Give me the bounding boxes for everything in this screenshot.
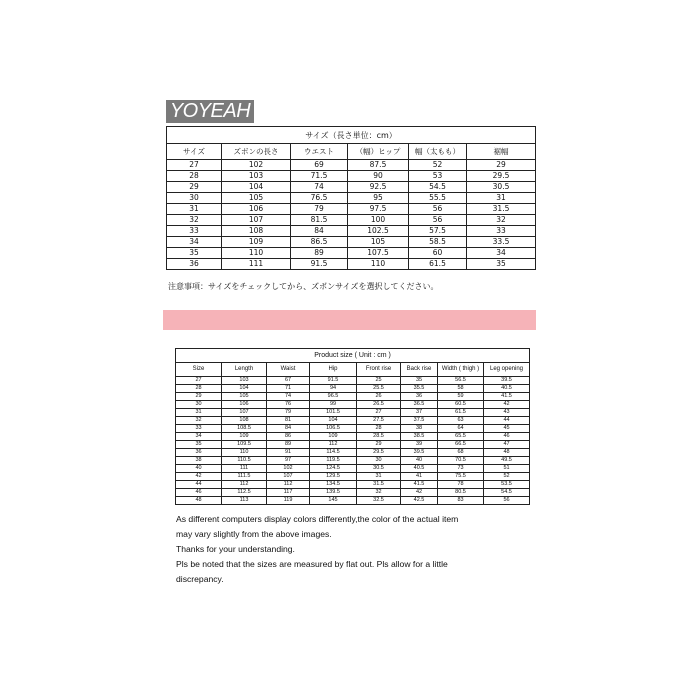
table-cell: 95	[348, 193, 409, 204]
pink-divider-bar	[163, 310, 536, 330]
table-cell: 28	[167, 171, 222, 182]
en-table-title: Product size ( Unit : cm )	[176, 349, 530, 363]
table-cell: 107	[222, 215, 291, 226]
table-cell: 44	[176, 481, 222, 489]
table-cell: 91.5	[310, 377, 357, 385]
table-cell: 74	[291, 182, 348, 193]
table-cell: 134.5	[310, 481, 357, 489]
table-cell: 47	[484, 441, 530, 449]
en-size-table	[175, 348, 530, 505]
table-cell: 27	[167, 160, 222, 171]
table-cell: 39.5	[484, 377, 530, 385]
table-cell: 124.5	[310, 465, 357, 473]
table-cell: 32	[467, 215, 536, 226]
table-cell: 112	[222, 481, 267, 489]
table-cell: 113	[222, 497, 267, 505]
table-row	[167, 160, 536, 171]
table-cell: 30	[176, 401, 222, 409]
table-cell: 87.5	[348, 160, 409, 171]
table-cell: 30	[167, 193, 222, 204]
table-cell: 32	[167, 215, 222, 226]
table-cell: 40	[176, 465, 222, 473]
table-cell: 28	[176, 385, 222, 393]
table-cell: 56	[409, 215, 467, 226]
table-cell: 104	[222, 182, 291, 193]
table-cell: 40.5	[401, 465, 438, 473]
table-cell: 76.5	[291, 193, 348, 204]
table-cell: 74	[267, 393, 310, 401]
table-cell: 79	[291, 204, 348, 215]
table-cell: 37.5	[401, 417, 438, 425]
table-cell: 78	[438, 481, 484, 489]
table-cell: 57.5	[409, 226, 467, 237]
note-line: may vary slightly from the above images.	[176, 529, 332, 539]
table-cell: 106.5	[310, 425, 357, 433]
table-cell: 42	[401, 489, 438, 497]
table-cell: 76	[267, 401, 310, 409]
table-cell: 31	[467, 193, 536, 204]
table-cell: 30.5	[467, 182, 536, 193]
table-cell: 71	[267, 385, 310, 393]
table-row	[167, 226, 536, 237]
table-cell: 56	[484, 497, 530, 505]
table-cell: 38	[176, 457, 222, 465]
table-cell: 46	[176, 489, 222, 497]
table-cell: 103	[222, 171, 291, 182]
table-cell: 26	[357, 393, 401, 401]
table-cell: 42.5	[401, 497, 438, 505]
table-header-row	[167, 144, 536, 160]
table-row	[176, 385, 530, 393]
table-cell: 39.5	[401, 449, 438, 457]
table-cell: 97	[267, 457, 310, 465]
table-cell: 34	[467, 248, 536, 259]
table-cell: 58	[438, 385, 484, 393]
table-cell: 31	[176, 409, 222, 417]
table-cell: 109	[310, 433, 357, 441]
table-cell: 64	[438, 425, 484, 433]
table-cell: 29	[176, 393, 222, 401]
table-cell: 28	[357, 425, 401, 433]
table-cell: 110	[222, 248, 291, 259]
table-cell: 59	[438, 393, 484, 401]
table-cell: 54.5	[484, 489, 530, 497]
table-cell: 44	[484, 417, 530, 425]
table-cell: 105	[222, 393, 267, 401]
table-cell: 29.5	[357, 449, 401, 457]
table-row	[167, 259, 536, 270]
table-cell: 52	[484, 473, 530, 481]
table-row	[167, 182, 536, 193]
column-header: ズボンの長さ	[222, 144, 291, 160]
table-cell: 33	[176, 425, 222, 433]
table-cell: 90	[348, 171, 409, 182]
table-cell: 81	[267, 417, 310, 425]
table-cell: 56.5	[438, 377, 484, 385]
table-cell: 112.5	[222, 489, 267, 497]
table-cell: 105	[348, 237, 409, 248]
table-cell: 36	[167, 259, 222, 270]
table-cell: 58.5	[409, 237, 467, 248]
table-cell: 60	[409, 248, 467, 259]
table-cell: 60.5	[438, 401, 484, 409]
table-cell: 104	[310, 417, 357, 425]
table-cell: 53	[409, 171, 467, 182]
column-header: Length	[222, 363, 267, 377]
table-cell: 27	[357, 409, 401, 417]
column-header: Waist	[267, 363, 310, 377]
jp-table-title: サイズ（長さ単位：cm）	[167, 127, 536, 144]
table-cell: 86	[267, 433, 310, 441]
table-cell: 34	[176, 433, 222, 441]
table-cell: 53.5	[484, 481, 530, 489]
table-cell: 75.5	[438, 473, 484, 481]
column-header: Width ( thigh )	[438, 363, 484, 377]
table-cell: 99	[310, 401, 357, 409]
table-row	[176, 449, 530, 457]
table-cell: 119	[267, 497, 310, 505]
table-cell: 67	[267, 377, 310, 385]
table-cell: 145	[310, 497, 357, 505]
table-cell: 73	[438, 465, 484, 473]
table-cell: 61.5	[438, 409, 484, 417]
column-header: Leg opening	[484, 363, 530, 377]
note-line: discrepancy.	[176, 574, 224, 584]
table-cell: 35	[467, 259, 536, 270]
table-row	[167, 237, 536, 248]
table-cell: 79	[267, 409, 310, 417]
table-cell: 111.5	[222, 473, 267, 481]
table-cell: 45	[484, 425, 530, 433]
table-cell: 106	[222, 204, 291, 215]
table-row	[167, 204, 536, 215]
table-cell: 83	[438, 497, 484, 505]
table-cell: 33	[167, 226, 222, 237]
table-cell: 112	[310, 441, 357, 449]
table-cell: 36.5	[401, 401, 438, 409]
table-cell: 112	[267, 481, 310, 489]
table-cell: 106	[222, 401, 267, 409]
table-cell: 89	[267, 441, 310, 449]
table-row	[167, 171, 536, 182]
table-cell: 31.5	[467, 204, 536, 215]
table-cell: 68	[438, 449, 484, 457]
jp-size-table	[166, 126, 536, 270]
column-header: Back rise	[401, 363, 438, 377]
table-cell: 103	[222, 377, 267, 385]
table-row	[176, 393, 530, 401]
table-cell: 35.5	[401, 385, 438, 393]
table-cell: 29	[167, 182, 222, 193]
table-cell: 89	[291, 248, 348, 259]
table-cell: 69	[291, 160, 348, 171]
table-cell: 31.5	[357, 481, 401, 489]
table-cell: 32	[357, 489, 401, 497]
table-cell: 91.5	[291, 259, 348, 270]
table-cell: 40.5	[484, 385, 530, 393]
table-cell: 39	[401, 441, 438, 449]
note-line: Pls be noted that the sizes are measured by flat out. Pls allow for a little	[176, 559, 448, 569]
table-cell: 81.5	[291, 215, 348, 226]
table-cell: 41.5	[401, 481, 438, 489]
table-cell: 84	[291, 226, 348, 237]
table-cell: 129.5	[310, 473, 357, 481]
table-cell: 107	[267, 473, 310, 481]
table-cell: 27.5	[357, 417, 401, 425]
table-cell: 111	[222, 259, 291, 270]
table-cell: 107	[222, 409, 267, 417]
table-cell: 37	[401, 409, 438, 417]
table-row	[176, 425, 530, 433]
table-cell: 139.5	[310, 489, 357, 497]
table-cell: 49.5	[484, 457, 530, 465]
table-row	[176, 409, 530, 417]
table-cell: 35	[401, 377, 438, 385]
table-cell: 31	[167, 204, 222, 215]
column-header: 裾幅	[467, 144, 536, 160]
jp-note: 注意事項：サイズをチェックしてから、ズボンサイズを選択してください。	[168, 282, 439, 291]
table-cell: 28.5	[357, 433, 401, 441]
notes-block	[176, 512, 506, 587]
table-row	[176, 433, 530, 441]
table-cell: 110	[222, 449, 267, 457]
table-cell: 36	[401, 393, 438, 401]
table-cell: 102	[222, 160, 291, 171]
table-cell: 25	[357, 377, 401, 385]
table-row	[176, 417, 530, 425]
table-cell: 40	[401, 457, 438, 465]
table-cell: 38.5	[401, 433, 438, 441]
table-cell: 105	[222, 193, 291, 204]
table-cell: 97.5	[348, 204, 409, 215]
table-cell: 29	[357, 441, 401, 449]
note-line: Thanks for your understanding.	[176, 544, 295, 554]
table-row	[176, 489, 530, 497]
table-cell: 100	[348, 215, 409, 226]
table-cell: 36	[176, 449, 222, 457]
table-cell: 117	[267, 489, 310, 497]
table-cell: 70.5	[438, 457, 484, 465]
brand-logo: YOYEAH	[166, 100, 254, 123]
table-cell: 48	[176, 497, 222, 505]
table-cell: 109.5	[222, 441, 267, 449]
table-cell: 108	[222, 226, 291, 237]
table-cell: 111	[222, 465, 267, 473]
table-cell: 30	[357, 457, 401, 465]
table-row	[167, 193, 536, 204]
table-cell: 96.5	[310, 393, 357, 401]
note-line: As different computers display colors differently,the color of the actual item	[176, 514, 459, 524]
table-cell: 66.5	[438, 441, 484, 449]
table-cell: 35	[167, 248, 222, 259]
table-row	[176, 497, 530, 505]
table-row	[176, 377, 530, 385]
table-cell: 32.5	[357, 497, 401, 505]
table-cell: 110.5	[222, 457, 267, 465]
table-row	[176, 441, 530, 449]
column-header: 幅（太もも）	[409, 144, 467, 160]
table-cell: 56	[409, 204, 467, 215]
table-cell: 26.5	[357, 401, 401, 409]
table-cell: 34	[167, 237, 222, 248]
table-cell: 30.5	[357, 465, 401, 473]
table-cell: 65.5	[438, 433, 484, 441]
column-header: （幅）ヒップ	[348, 144, 409, 160]
table-cell: 42	[176, 473, 222, 481]
table-cell: 38	[401, 425, 438, 433]
table-cell: 110	[348, 259, 409, 270]
table-cell: 80.5	[438, 489, 484, 497]
table-cell: 92.5	[348, 182, 409, 193]
table-cell: 41	[401, 473, 438, 481]
column-header: Size	[176, 363, 222, 377]
column-header: Front rise	[357, 363, 401, 377]
table-cell: 51	[484, 465, 530, 473]
table-cell: 84	[267, 425, 310, 433]
table-cell: 52	[409, 160, 467, 171]
table-cell: 54.5	[409, 182, 467, 193]
table-cell: 114.5	[310, 449, 357, 457]
table-cell: 102.5	[348, 226, 409, 237]
table-cell: 104	[222, 385, 267, 393]
table-cell: 108.5	[222, 425, 267, 433]
table-cell: 109	[222, 433, 267, 441]
column-header: Hip	[310, 363, 357, 377]
table-cell: 109	[222, 237, 291, 248]
table-cell: 55.5	[409, 193, 467, 204]
table-row	[167, 215, 536, 226]
table-cell: 94	[310, 385, 357, 393]
table-cell: 29	[467, 160, 536, 171]
table-cell: 42	[484, 401, 530, 409]
table-cell: 33.5	[467, 237, 536, 248]
table-cell: 35	[176, 441, 222, 449]
table-cell: 108	[222, 417, 267, 425]
table-cell: 102	[267, 465, 310, 473]
table-cell: 86.5	[291, 237, 348, 248]
table-header-row	[176, 363, 530, 377]
table-cell: 27	[176, 377, 222, 385]
table-row	[167, 248, 536, 259]
table-cell: 61.5	[409, 259, 467, 270]
table-cell: 63	[438, 417, 484, 425]
table-cell: 33	[467, 226, 536, 237]
table-row	[176, 473, 530, 481]
column-header: ウエスト	[291, 144, 348, 160]
table-cell: 119.5	[310, 457, 357, 465]
table-cell: 46	[484, 433, 530, 441]
table-row	[176, 465, 530, 473]
table-row	[176, 481, 530, 489]
table-row	[176, 457, 530, 465]
table-cell: 43	[484, 409, 530, 417]
table-row	[176, 401, 530, 409]
column-header: サイズ	[167, 144, 222, 160]
table-cell: 71.5	[291, 171, 348, 182]
table-cell: 29.5	[467, 171, 536, 182]
table-cell: 91	[267, 449, 310, 457]
table-cell: 31	[357, 473, 401, 481]
table-cell: 41.5	[484, 393, 530, 401]
table-cell: 107.5	[348, 248, 409, 259]
table-cell: 101.5	[310, 409, 357, 417]
table-cell: 48	[484, 449, 530, 457]
table-cell: 25.5	[357, 385, 401, 393]
table-cell: 32	[176, 417, 222, 425]
